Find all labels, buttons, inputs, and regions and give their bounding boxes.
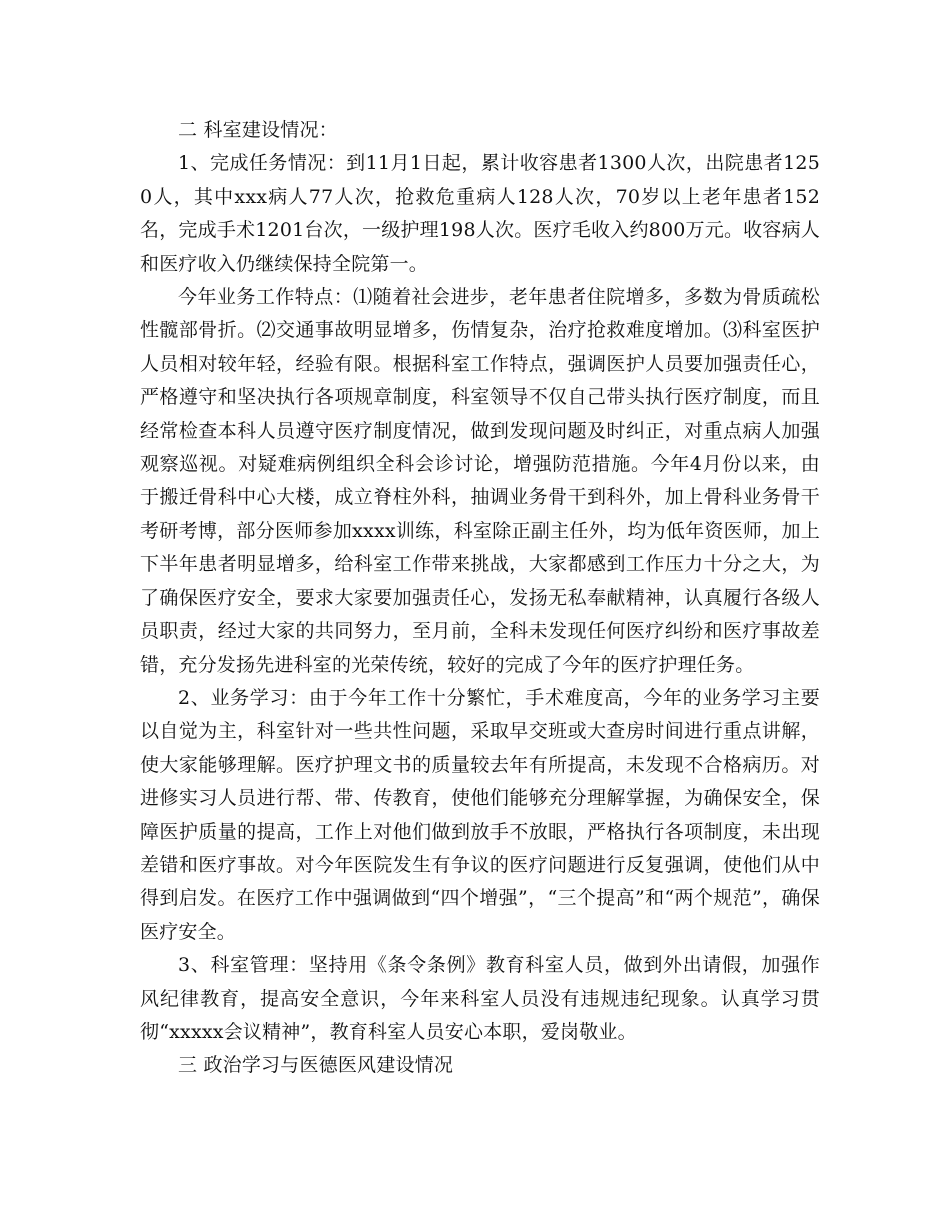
section-heading-2: 二 科室建设情况：	[178, 119, 338, 141]
paragraph-department-management: 3、科室管理：坚持用《条令条例》教育科室人员，做到外出请假，加强作风纪律教育，提高安全意识，今年来科室人员没有违规违纪现象。认真学习贯彻“xxxxx会议精神”，教育科室人员安心本职，爱岗敬业。	[140, 954, 820, 1043]
paragraph-business-study: 2、业务学习：由于今年工作十分繁忙，手术难度高，今年的业务学习主要以自觉为主，科室针对一些共性问题，采取早交班或大查房时间进行重点讲解，使大家能够理解。医疗护理文书的质量较去年有所提高，未发现不合格病历。对进修实习人员进行帮、带、传教育，使他们能够充分理解掌握，为确保安全，保障医护质量的提高，工作上对他们做到放手不放眼，严格执行各项制度，未出现差错和医疗事故。对今年医院发生有争议的医疗问题进行反复强调，使他们从中得到启发。在医疗工作中强调做到“四个增强”，“三个提高”和“两个规范”，确保医疗安全。	[140, 686, 820, 943]
document-body	[140, 114, 820, 1083]
paragraph-work-features: 今年业务工作特点：⑴随着社会进步，老年患者住院增多，多数为骨质疏松性髋部骨折。⑵交通事故明显增多，伤情复杂，治疗抢救难度增加。⑶科室医护人员相对较年轻，经验有限。根据科室工作特点，强调医护人员要加强责任心，严格遵守和坚决执行各项规章制度，科室领导不仅自己带头执行医疗制度，而且经常检查本科人员遵守医疗制度情况，做到发现问题及时纠正，对重点病人加强观察巡视。对疑难病例组织全科会诊讨论，增强防范措施。今年4月份以来，由于搬迁骨科中心大楼，成立脊柱外科，抽调业务骨干到科外，加上骨科业务骨干考研考博，部分医师参加xxxx训练，科室除正副主任外，均为低年资医师，加上下半年患者明显增多，给科室工作带来挑战，大家都感到工作压力十分之大，为了确保医疗安全，要求大家要加强责任心，发扬无私奉献精神，认真履行各级人员职责，经过大家的共同努力，至月前，全科未发现任何医疗纠纷和医疗事故差错，充分发扬先进科室的光荣传统，较好的完成了今年的医疗护理任务。	[140, 286, 820, 676]
paragraph-task-completion: 1、完成任务情况：到11月1日起，累计收容患者1300人次，出院患者1250人，其中xxx病人77人次，抢救危重病人128人次，70岁以上老年患者152名，完成手术1201台次，一级护理198人次。医疗毛收入约800万元。收容病人和医疗收入仍继续保持全院第一。	[140, 152, 820, 275]
section-heading-3: 三 政治学习与医德医风建设情况	[178, 1054, 454, 1077]
